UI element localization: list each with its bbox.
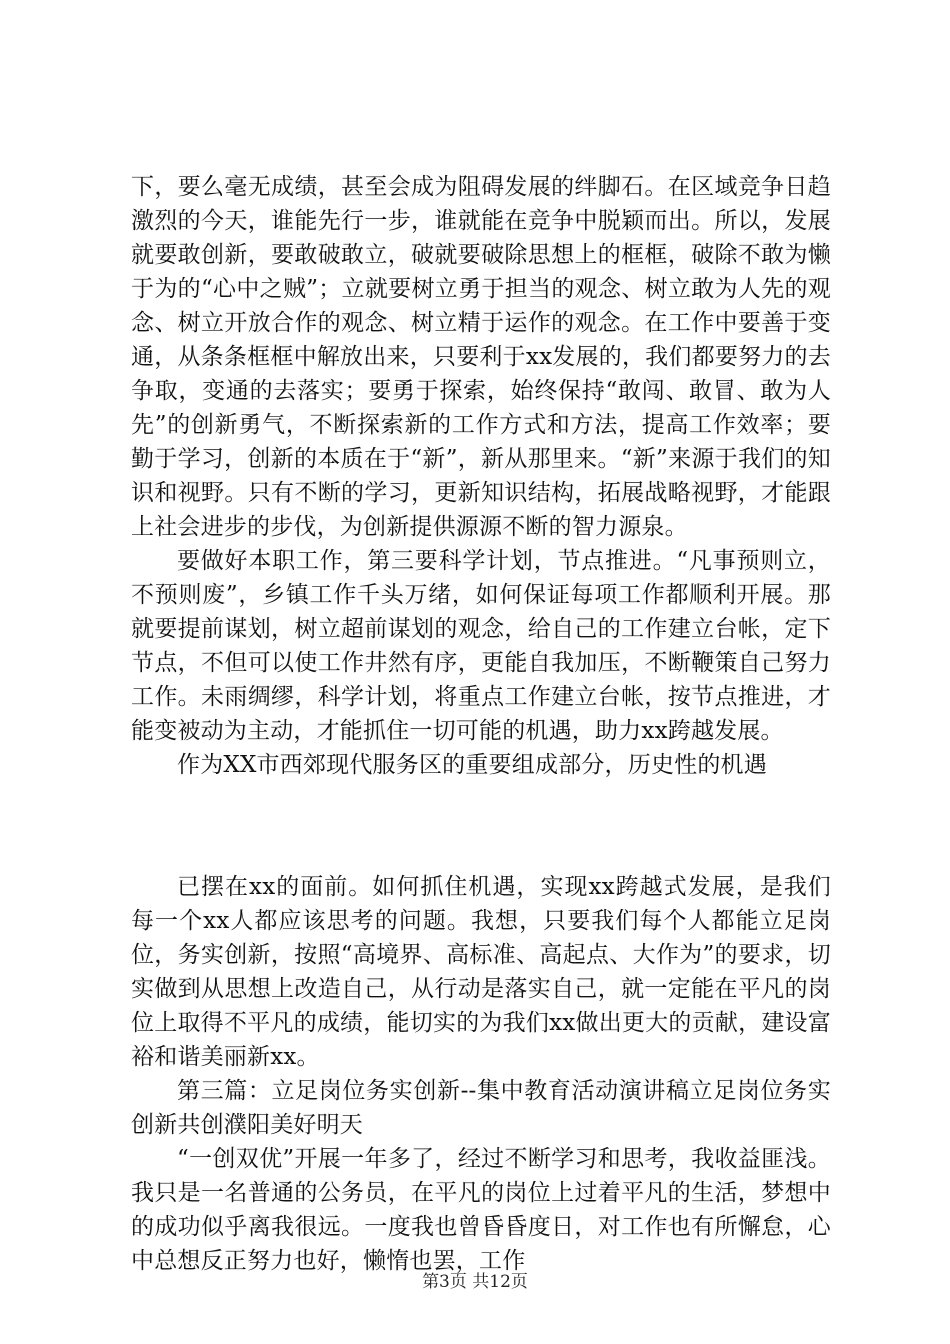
section-heading-third-article: 第三篇：立足岗位务实创新--集中教育活动演讲稿立足岗位务实创新共创濮阳美好明天 xyxy=(131,1078,831,1138)
page-number-footer: 第3页 共12页 xyxy=(422,1272,528,1292)
text-block-upper xyxy=(131,170,831,782)
paragraph-yichuang-shuangyou: “一创双优”开展一年多了，经过不断学习和思考，我收益匪浅。我只是一名普通的公务员，在平凡的岗位上过着平凡的生活，梦想中的成功似乎离我很远。一度我也曾昏昏度日，对工作也有所懈怠，心中总想反正努力也好，懒惰也罢，工作 xyxy=(131,1146,831,1274)
paragraph-opportunity-continued: 已摆在xx的面前。如何抓住机遇，实现xx跨越式发展，是我们每一个xx人都应该思考的问题。我想，只要我们每个人都能立足岗位，务实创新，按照“高境界、高标准、高起点、大作为”的要求，切实做到从思想上改造自己，从行动是落实自己，就一定能在平凡的岗位上取得不平凡的成绩，能切实的为我们xx做出更大的贡献，建设富裕和谐美丽新xx。 xyxy=(131,874,831,1070)
paragraph-continuation: 下，要么毫无成绩，甚至会成为阻碍发展的绊脚石。在区域竞争日趋激烈的今天，谁能先行一步，谁就能在竞争中脱颖而出。所以，发展就要敢创新，要敢破敢立，破就要破除思想上的框框，破除不敢为懒于为的“心中之贼”；立就要树立勇于担当的观念、树立敢为人先的观念、树立开放合作的观念、树立精于运作的观念。在工作中要善于变通，从条条框框中解放出来，只要利于xx发展的，我们都要努力的去争取，变通的去落实；要勇于探索，始终保持“敢闯、敢冒、敢为人先”的创新勇气，不断探索新的工作方式和方法，提高工作效率；要勤于学习，创新的本质在于“新”，新从那里来。“新”来源于我们的知识和视野。只有不断的学习，更新知识结构，拓展战略视野，才能跟上社会进步的步伐，为创新提供源源不断的智力源泉。 xyxy=(131,174,831,540)
text-block-lower xyxy=(131,870,831,1278)
paragraph-scientific-planning: 要做好本职工作，第三要科学计划，节点推进。“凡事预则立，不预则废”，乡镇工作千头万绪，如何保证每项工作都顺利开展。那就要提前谋划，树立超前谋划的观念，给自己的工作建立台帐，定下节点，不但可以使工作井然有序，更能自我加压，不断鞭策自己努力工作。未雨绸缪，科学计划，将重点工作建立台帐，按节点推进，才能变被动为主动，才能抓住一切可能的机遇，助力xx跨越发展。 xyxy=(131,548,831,744)
paragraph-opportunity-start: 作为XX市西郊现代服务区的重要组成部分，历史性的机遇 xyxy=(177,752,767,778)
